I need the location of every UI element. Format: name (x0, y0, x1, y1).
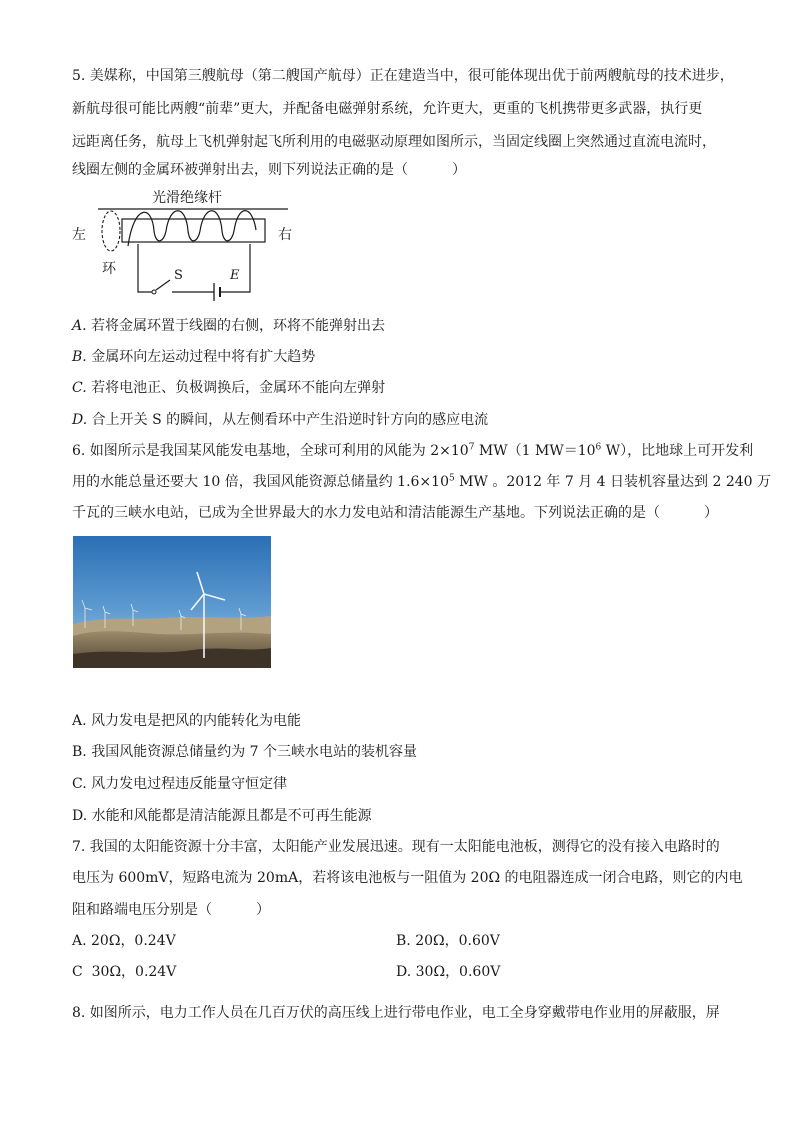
q5-paren-close: ） (452, 162, 466, 178)
q6-option-a: A. 风力发电是把风的内能转化为电能 (72, 713, 302, 729)
q7-option-c: C 30Ω，0.24V (72, 964, 177, 980)
electromagnetic-launch-circuit-diagram (66, 186, 306, 306)
q6-stem-line-1: 6. 如图所示是我国某风能发电基地，全球可利用的风能为 $2\times 10^7$ MW（1 $MW=10^6$ W），比地球上可开发利 (72, 442, 754, 459)
q6-stem-line-3: 千瓦的三峡水电站，已成为全世界最大的水力发电站和清洁能源生产基地。下列说法正确的是（ ） (72, 505, 718, 521)
q5-stem-text: 线圈左侧的金属环被弹射出去，则下列说法正确的是（ (72, 162, 408, 178)
q5-stem-line-1: 5. 美媒称，中国第三艘航母（第二艘国产航母）正在建造当中，很可能体现出优于前两艘航母的技术进步， (72, 68, 734, 84)
ring-label: 环 (102, 261, 116, 277)
emf-label: E (230, 268, 240, 283)
q8-stem-line-1: 8. 如图所示，电力工作人员在几百万伏的高压线上进行带电作业，电工全身穿戴带电作业用的屏蔽服，屏 (72, 1005, 720, 1021)
wind-farm-photo (73, 536, 271, 668)
q7-stem-line-3: 阻和路端电压分别是（ ） (72, 902, 270, 918)
q7-option-b: B. 20Ω，0.60V (396, 933, 500, 949)
switch-contact (152, 290, 156, 294)
q7-option-d: D. 30Ω，0.60V (396, 964, 501, 980)
q6-option-d: D. 水能和风能都是清洁能源且都是不可再生能源 (72, 808, 372, 824)
q6-stem-line-2: 用的水能总量还要大 10 倍，我国风能资源总储量约 $1.6\times 10^5$ MW 。2012 年 7 月 4 日装机容量达到 2 240 万 (72, 473, 772, 490)
q5-option-a: A. 若将金属环置于线圈的右侧，环将不能弹射出去 (72, 318, 386, 334)
q5-stem-line-3: 远距离任务，航母上飞机弹射起飞所利用的电磁驱动原理如图所示，当固定线圈上突然通过直流电流时， (72, 134, 716, 150)
q5-option-b: B. 金属环向左运动过程中将有扩大趋势 (72, 349, 316, 365)
q7-option-a: A. 20Ω，0.24V (72, 933, 176, 949)
q7-stem-line-1: 7. 我国的太阳能资源十分丰富，太阳能产业发展迅速。现有一太阳能电池板，测得它的没有接入电路时的 (72, 839, 720, 855)
q6-option-c: C. 风力发电过程违反能量守恒定律 (72, 776, 288, 792)
q7-stem-line-2: 电压为 600mV，短路电流为 20mA，若将该电池板与一阻值为 20Ω 的电阻器连成一闭合电路，则它的内电 (72, 870, 743, 886)
q5-option-c: C. 若将电池正、负极调换后，金属环不能向左弹射 (72, 380, 386, 396)
switch-blade (156, 280, 170, 290)
q6-option-b: B. 我国风能资源总储量约为 7 个三峡水电站的装机容量 (72, 744, 418, 760)
switch-label: S (174, 268, 183, 283)
rod-label: 光滑绝缘杆 (152, 190, 222, 206)
coil-core (122, 219, 265, 242)
q5-option-d: D. 合上开关 S 的瞬间，从左侧看环中产生沿逆时针方向的感应电流 (72, 412, 489, 428)
metal-ring (102, 211, 120, 251)
circuit-wire-left (138, 244, 152, 292)
left-label: 左 (72, 227, 86, 243)
coil-winding (128, 211, 256, 246)
q5-stem-line-4 (72, 160, 466, 180)
right-label: 右 (278, 227, 292, 243)
q5-stem-line-2: 新航母很可能比两艘“前辈”更大，并配备电磁弹射系统，允许更大，更重的飞机携带更多武器，执行更 (72, 101, 703, 117)
